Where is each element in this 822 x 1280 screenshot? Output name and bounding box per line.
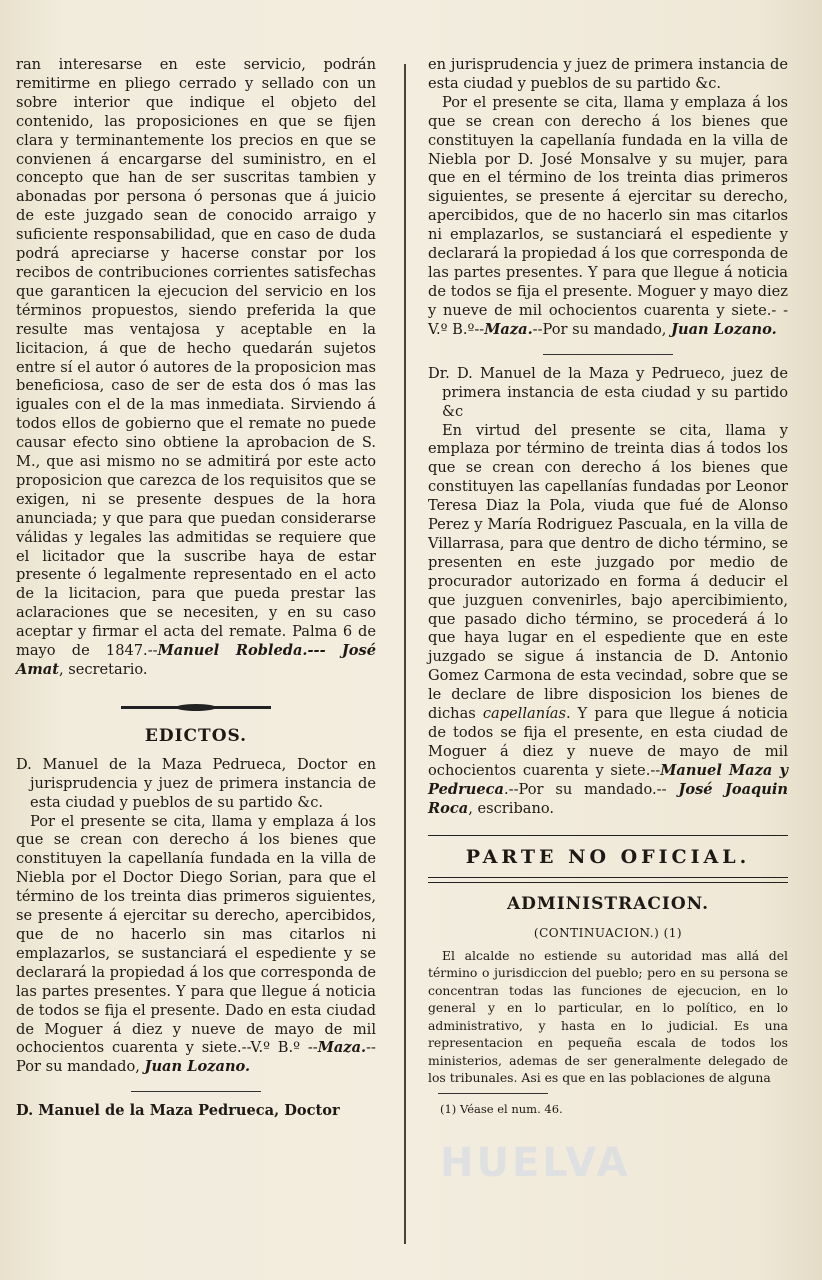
signature-lozano: Juan Lozano. (144, 1058, 251, 1076)
edict-1-heading: D. Manuel de la Maza Pedrueca, Doctor en jurisprudencia y juez de primera instancia de esta ciudad y pueblos de su partido &c. (16, 755, 376, 811)
footnote: (1) Véase el num. 46. (440, 1101, 563, 1116)
section-rule (131, 1091, 261, 1092)
footnote-rule (438, 1093, 548, 1094)
right-column (428, 56, 788, 1119)
continuacion-label: (CONTINUACION.) (1) (533, 925, 683, 940)
column-divider (404, 64, 406, 1244)
notice-continuation: ran interesarse en este servicio, podrán remitirme en pliego cerrado y sellado con un sobre interior que indique el objeto del contenido, las proposiciones en que se fijen clara y terminantemente los precios en que se convienen á encargarse del suministro, en el concepto que han de ser suscritas tambien y abonadas por persona ó personas que á juicio de este juzgado sean de conocido arraigo y suficiente responsabilidad, que en caso de duda podrá apreciarse y hacerse constar por los recibos de contribuciones corrientes satisfechas que garanticen la ejecucion del servicio en los términos propuestos, siendo preferida la que resulte mas ventajosa y aceptable en la licitacion, á que de hecho quedarán sujetos entre sí el autor ó autores de la proposicion mas beneficiosa, caso de ser de esta dos ó mas las iguales con el de la mas inmediata. Sirviendo á todos ellos de gobierno que el remate no puede causar efecto sino obtiene la aprobacion de S. M., que asi mismo no se admitirá por este acto proposicion que carezca de los requisitos que se exigen, ni se presente despues de la hora anunciada; y que para que puedan considerarse válidas y legales las admitidas se requiere que el licitador que la suscribe haya de estar presente ó legalmente representado en el acto de la licitacion, para que pueda prestar las aclaraciones que se necesiten, y en su caso aceptar y firmar el acta del remate. Palma 6 de mayo de 1847.--Manuel Robleda.--- José Amat, secretario. (16, 56, 376, 678)
ornamental-rule (121, 706, 271, 709)
section-rule (428, 877, 788, 878)
edict-2-heading: D. Manuel de la Maza Pedrueca, Doctor (16, 1102, 340, 1120)
archive-watermark: HUELVA (440, 1140, 631, 1186)
signature-robleda: Manuel Robleda.--- (157, 642, 326, 660)
administracion-body: El alcalde no estiende su autoridad mas allá del término o jurisdiccion del pueblo; pero en su persona se concentran todas las funciones de ejecucion, en lo general y en lo particular, en lo político, en lo administrativo, y hasta en lo judicial. Es una representacion en pequeña escala de todos los ministerios, ademas de ser generalmente delegado de los tribunales. Asi es que en las poblaciones de alguna (428, 947, 788, 1086)
parte-no-oficial-heading: PARTE NO OFICIAL. (465, 845, 751, 868)
section-rule (428, 835, 788, 836)
edict-3-body: En virtud del presente se cita, llama y emplaza por término de treinta dias á todos los que se crean con derecho á los bienes que constituyen las capellanías fundadas por Leonor Teresa Diaz la Pola, viuda que fué de Alonso Perez y María Rodriguez Pascuala, en la villa de Villarrasa, para que dentro de dicho término, se presenten en este juzgado por medio de procurador autorizado en forma á deducir el que juzguen convenirles, bajo apercibimiento, que pasado dicho término, se procederá á lo que haya lugar en el espediente que en este juzgado se sigue á instancia de D. Antonio Gomez Carmona de esta vecindad, sobre que se le declare de libre disposicion los bienes de dichas capellanías. Y para que llegue á noticia de todos se fija el presente, en esta ciudad de Moguer á diez y nueve de mayo de mil ochocientos cuarenta y siete.--Manuel Maza y Pedrueca.--Por su mandado.-- José Joaquin Roca, escribano. (428, 421, 789, 817)
section-rule (543, 354, 673, 355)
edictos-heading: EDICTOS. (144, 725, 248, 746)
edict-3-heading: Dr. D. Manuel de la Maza y Pedrueco, juez de primera instancia de esta ciudad y su partido &c (428, 364, 788, 420)
edict-2-heading-cont: en jurisprudencia y juez de primera instancia de esta ciudad y pueblos de su partido &c. (428, 56, 788, 92)
administracion-heading: ADMINISTRACION. (506, 894, 710, 914)
left-column (16, 56, 376, 1121)
section-rule (428, 882, 788, 883)
edict-2-body: Por el presente se cita, llama y emplaza á los que se crean con derecho á los bienes que constituyen la capellanía fundada en la villa de Niebla por D. José Monsalve y su mujer, para que en el término de los treinta dias primeros siguientes, se presente á ejercitar su derecho, apercibidos, que de no hacerlo sin mas citarlos ni emplazarlos, se sustanciará el espediente y declarará la propiedad á los que corresponda de las partes presentes. Y para que llegue á noticia de todos se fija el presente. Moguer y mayo diez y nueve de mil ochocientos cuarenta y siete.- -V.º B.º--Maza.--Por su mandado, Juan Lozano. (428, 93, 788, 338)
edict-1-body: Por el presente se cita, llama y emplaza á los que se crean con derecho á los bienes que constituyen la capellanía fundada en la villa de Niebla por el Doctor Diego Sorian, para que el término de los treinta dias primeros siguientes, se presente á ejercitar su derecho, apercibidos, que de no hacerlo sin mas citarlos ni emplazarlos, se sustanciará el espediente y se declarará la propiedad á los que corresponda de las partes presentes. Y para que llegue á noticia de todos se fija el presente. Dado en esta ciudad de Moguer á diez y nueve de mayo de mil ochocientos cuarenta y siete.--V.º B.º --Maza.--Por su mandado, Juan Lozano. (16, 812, 376, 1076)
signature-amat: José Amat (16, 642, 376, 678)
